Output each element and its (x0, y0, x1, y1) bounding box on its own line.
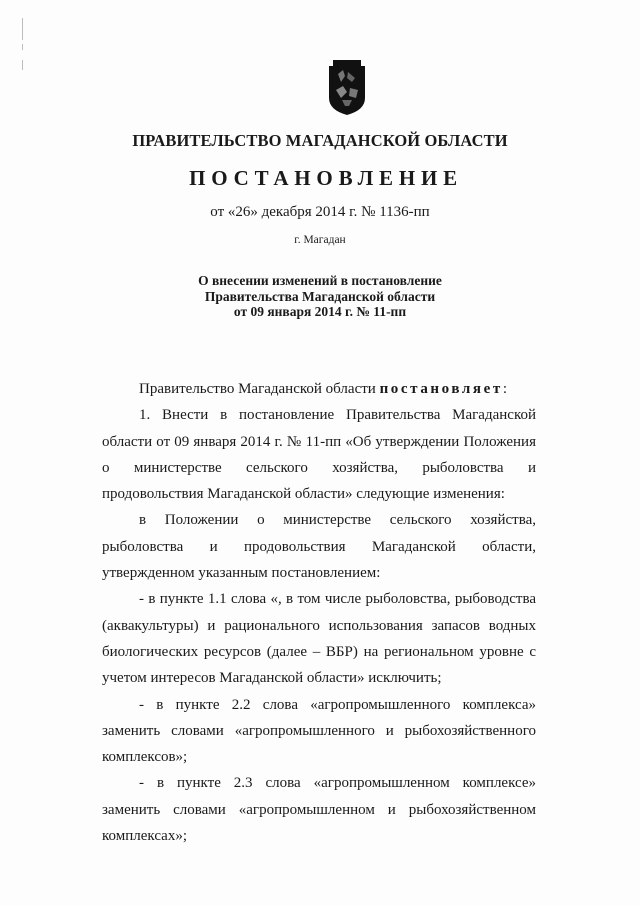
government-title: ПРАВИТЕЛЬСТВО МАГАДАНСКОЙ ОБЛАСТИ (132, 131, 508, 150)
scan-margin-mark (22, 18, 23, 40)
scan-margin-mark (22, 60, 23, 70)
paragraph-2: в Положении о министерстве сельского хозяйства, рыболовства и продовольствия Магаданской области, утвержденном указанным постановлением: (102, 512, 536, 582)
coat-of-arms-icon (327, 60, 367, 116)
subject-line: Правительства Магаданской области (204, 288, 436, 304)
subject-line: от 09 января 2014 г. № 11-пп (233, 304, 407, 319)
enacting-keyword: постановляет (379, 381, 503, 397)
amendment-item: - в пункте 2.2 слова «агропромышленного комплекса» заменить словами «агропромышленного и рыбохозяйственного комплексов»; (102, 696, 536, 766)
decree-subject (0, 273, 640, 320)
enacting-colon: : (502, 381, 508, 397)
decree-heading: ПОСТАНОВЛЕНИЕ (189, 166, 463, 190)
decree-body (102, 376, 536, 849)
enacting-text: Правительство Магаданской области (139, 381, 380, 397)
amendment-item: - в пункте 2.3 слова «агропромышленном комплексе» заменить словами «агропромышленном и рыбохозяйственном комплексах»; (102, 775, 536, 845)
subject-line: О внесении изменений в постановление (198, 273, 442, 288)
paragraph-1: 1. Внести в постановление Правительства Магаданской области от 09 января 2014 г. № 11-пп «Об утверждении Положения о министерстве сельского хозяйства, рыболовства и продовольствия Магаданской области» следующие изменения: (102, 407, 536, 503)
scan-margin-mark (22, 44, 23, 50)
enacting-clause (102, 376, 536, 402)
amendment-item: - в пункте 1.1 слова «, в том числе рыболовства, рыбоводства (аквакультуры) и рационального использования запасов водных биологических ресурсов (далее – ВБР) на региональном уровне с учетом интересов Магаданской области» исключить; (102, 591, 536, 687)
place-of-issue: г. Магадан (294, 234, 346, 246)
decree-date-number: от «26» декабря 2014 г. № 1136-пп (210, 204, 430, 220)
